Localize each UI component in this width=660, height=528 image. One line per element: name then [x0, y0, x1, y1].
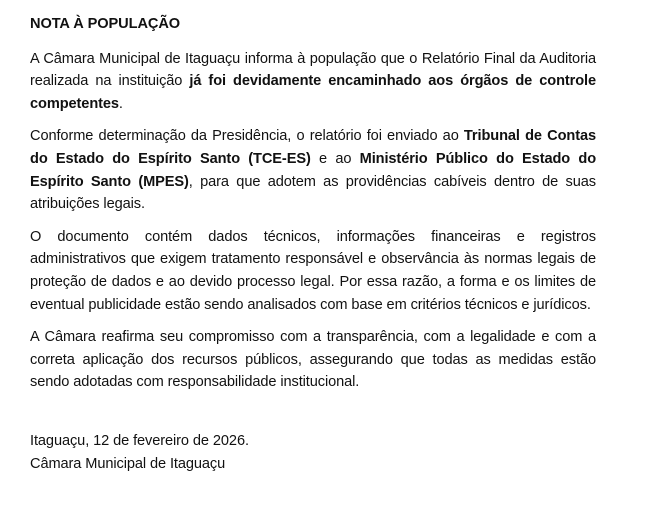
signature: Câmara Municipal de Itaguaçu — [30, 455, 226, 472]
note-title: NOTA À POPULAÇÃO — [30, 16, 181, 32]
paragraph-1-emphasis: já foi devidamente encaminhado aos órgãos de controle competentes — [30, 73, 597, 112]
paragraph-2-text-c: , para que adotem as providências cabíveis dentro de suas atribuições legais. — [30, 173, 596, 213]
paragraph-1-text: A Câmara Municipal de Itaguaçu informa à população que o Relatório Final da Auditoria realizada na instituição — [30, 50, 596, 90]
place-date: Itaguaçu, 12 de fevereiro de 2026. — [30, 432, 249, 449]
paragraph-4: A Câmara reafirma seu compromisso com a transparência, com a legalidade e com a correta aplicação dos recursos públicos, assegurando que todas as medidas estão sendo adotadas com responsabilidade institucional. — [30, 329, 596, 391]
tce-es-name: Tribunal de Contas do Estado do Espírito Santo (TCE-ES) — [30, 128, 596, 167]
mpes-name: Ministério Público do Estado do Espírito Santo (MPES) — [30, 150, 597, 190]
paragraph-2-text-a: Conforme determinação da Presidência, o relatório foi enviado ao — [30, 128, 464, 145]
paragraph-1 — [30, 48, 596, 116]
spacer — [30, 404, 596, 430]
paragraph-3: O documento contém dados técnicos, informações financeiras e registros administrativos que exigem tratamento responsável e observância às normas legais de proteção de dados e ao devido processo legal. Por essa razão, a forma e os limites de eventual publicidade estão sendo analisados com base em critérios técnicos e jurídicos. — [30, 228, 596, 313]
paragraph-2 — [30, 125, 596, 215]
paragraph-2-text-b: e ao — [310, 150, 360, 167]
paragraph-1-end: . — [118, 95, 123, 112]
